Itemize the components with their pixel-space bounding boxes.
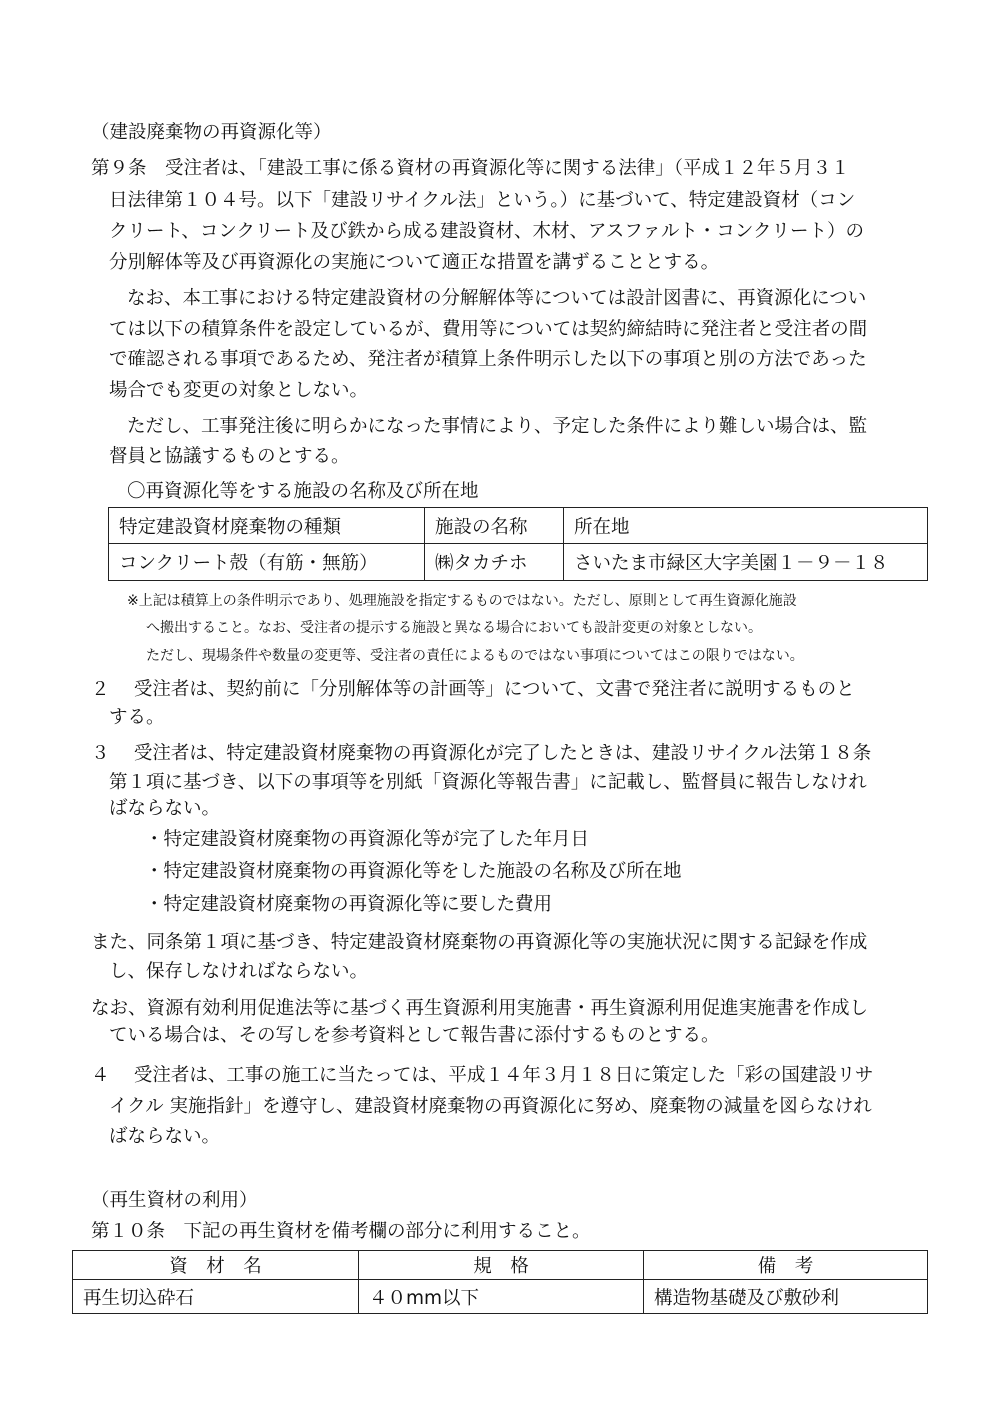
recycled-materials-table (72, 1250, 928, 1314)
para-nao-line-2: ては以下の積算条件を設定しているが、費用等については契約締結時に発注者と受注者の間 (109, 319, 868, 340)
table-header-row (73, 1251, 928, 1280)
item2-line-1: ２ 受注者は、契約前に「分別解体等の計画等」について、文書で発注者に説明するものと (91, 679, 855, 700)
item3-line-3: ばならない。 (109, 798, 221, 819)
para-mata-line-1: また、同条第１項に基づき、特定建設資材廃棄物の再資源化等の実施状況に関する記録を作成 (91, 932, 868, 953)
table-header-cell: 所在地 (564, 508, 928, 544)
para-mata-line-2: し、保存しなければならない。 (109, 961, 369, 982)
item4-line-1: ４ 受注者は、工事の施工に当たっては、平成１４年３月１８日に策定した「彩の国建設リサ (91, 1065, 874, 1086)
note-line-2: へ搬出すること。なお、受注者の提示する施設と異なる場合においても設計変更の対象としない。 (146, 620, 762, 636)
item3-line-2: 第１項に基づき、以下の事項等を別紙「資源化等報告書」に記載し、監督員に報告しなけれ (109, 772, 867, 793)
table-header-cell: 施設の名称 (425, 508, 564, 544)
item4-line-2: イクル 実施指針」を遵守し、建設資材廃棄物の再資源化に努め、廃棄物の減量を図らなけれ (109, 1096, 872, 1117)
table-cell: コンクリート殻（有筋・無筋） (109, 544, 425, 581)
table-header-cell: 規 格 (359, 1251, 644, 1280)
table-header-cell: 特定建設資材廃棄物の種類 (109, 508, 425, 544)
table-cell: ㈱タカチホ (425, 544, 564, 581)
note-line-3: ただし、現場条件や数量の変更等、受注者の責任によるものではない事項についてはこの限りではない。 (146, 648, 804, 664)
para-nao-line-4: 場合でも変更の対象としない。 (109, 380, 369, 401)
para-tadashi-line-1: ただし、工事発注後に明らかになった事情により、予定した条件により難しい場合は、監 (127, 416, 868, 437)
table-row (73, 1280, 928, 1314)
table-cell: 構造物基礎及び敷砂利 (644, 1280, 928, 1314)
para-nao2-line-2: ている場合は、その写しを参考資料として報告書に添付するものとする。 (109, 1025, 720, 1046)
table-row (109, 544, 928, 581)
item2-line-2: する。 (109, 707, 165, 728)
item4-line-3: ばならない。 (109, 1126, 221, 1147)
item3-line-1: ３ 受注者は、特定建設資材廃棄物の再資源化が完了したときは、建設リサイクル法第１８条 (91, 743, 872, 764)
para-tadashi-line-2: 督員と協議するものとする。 (109, 446, 350, 467)
table-header-cell: 資 材 名 (73, 1251, 359, 1280)
table-cell: ４０mm以下 (359, 1280, 644, 1314)
article9-line-1: 第９条 受注者は、「建設工事に係る資材の再資源化等に関する法律」（平成１２年５月３１ (91, 158, 850, 179)
table-cell: さいたま市緑区大字美園１－９－１８ (564, 544, 928, 581)
article9-line-2: 日法律第１０４号。以下「建設リサイクル法」という。）に基づいて、特定建設資材（コン (109, 190, 856, 211)
table-cell: 再生切込砕石 (73, 1280, 359, 1314)
article10: 第１０条 下記の再生資材を備考欄の部分に利用すること。 (91, 1221, 591, 1242)
note-line-1: ※上記は積算上の条件明示であり、処理施設を指定するものではない。ただし、原則として再生資源化施設 (127, 593, 797, 609)
section-heading-recycled-materials: （再生資材の利用） (91, 1190, 258, 1211)
section-heading-recycling: （建設廃棄物の再資源化等） (91, 122, 332, 143)
table-header-cell: 備 考 (644, 1251, 928, 1280)
bullet-item: ・特定建設資材廃棄物の再資源化等が完了した年月日 (145, 829, 590, 850)
para-nao2-line-1: なお、資源有効利用促進法等に基づく再生資源利用実施書・再生資源利用促進実施書を作成し (91, 998, 869, 1019)
facility-table (108, 507, 928, 581)
bullet-item: ・特定建設資材廃棄物の再資源化等をした施設の名称及び所在地 (145, 861, 682, 882)
facility-heading: 〇再資源化等をする施設の名称及び所在地 (127, 481, 479, 502)
para-nao-line-1: なお、本工事における特定建設資材の分解解体等については設計図書に、再資源化につい (127, 288, 867, 309)
article9-line-4: 分別解体等及び再資源化の実施について適正な措置を講ずることとする。 (109, 252, 720, 273)
bullet-item: ・特定建設資材廃棄物の再資源化等に要した費用 (145, 894, 553, 915)
table-header-row (109, 508, 928, 544)
article9-line-3: クリート、コンクリート及び鉄から成る建設資材、木材、アスファルト・コンクリート）の (109, 221, 864, 242)
para-nao-line-3: で確認される事項であるため、発注者が積算上条件明示した以下の事項と別の方法であった (109, 349, 867, 370)
